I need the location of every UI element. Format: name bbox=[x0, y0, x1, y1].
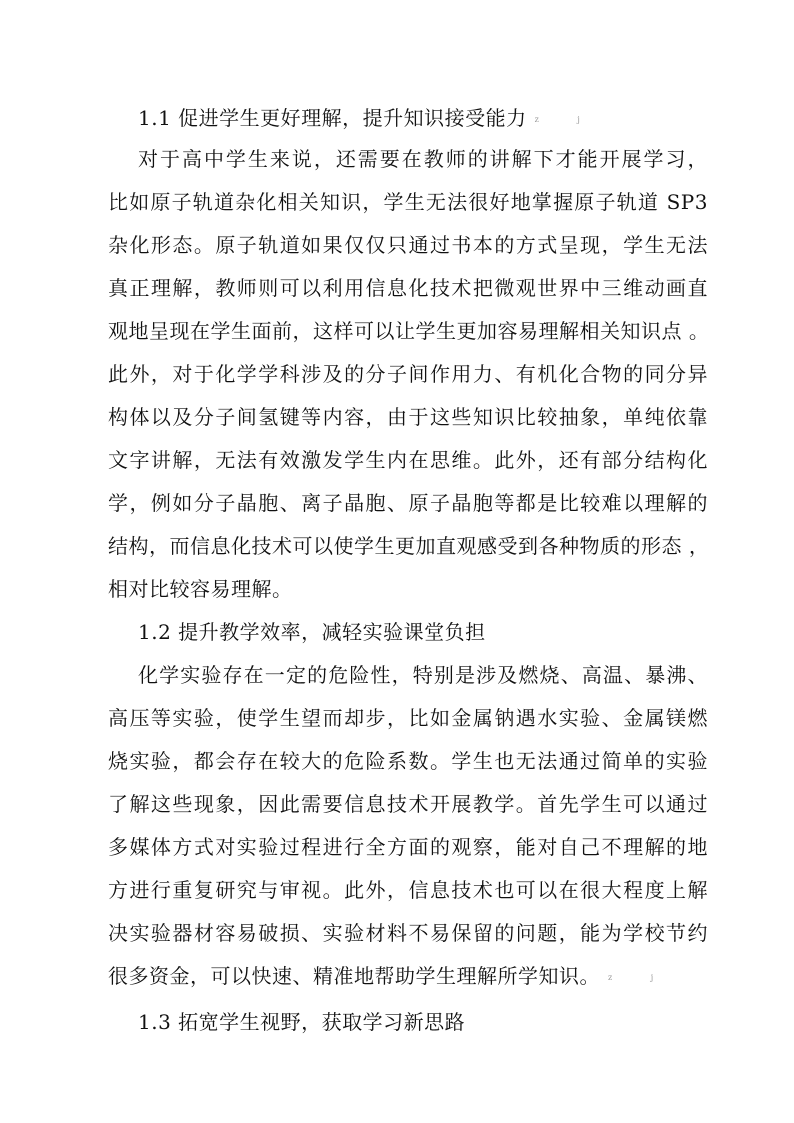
paragraph-line: 文字讲解，无法有效激发学生内在思维。此外，还有部分结构化 bbox=[108, 448, 708, 472]
paragraph-line: 相对比较容易理解。 bbox=[108, 577, 293, 601]
paragraph-line: 了解这些现象，因此需要信息技术开展教学。首先学生可以通过 bbox=[108, 792, 708, 816]
paragraph-line: 方进行重复研究与审视。此外，信息技术也可以在很大程度上解 bbox=[108, 878, 708, 902]
paragraph-line: 高压等实验，使学生望而却步，比如金属钠遇水实验、金属镁燃 bbox=[108, 706, 708, 730]
section-heading-text: 1.2 提升教学效率，减轻实验课堂负担 bbox=[138, 620, 486, 644]
section-heading-1-1 bbox=[138, 98, 598, 138]
paragraph-line: 对于高中学生来说，还需要在教师的讲解下才能开展学习， bbox=[138, 147, 708, 171]
paragraph-line: 学，例如分子晶胞、离子晶胞、原子晶胞等都是比较难以理解的 bbox=[108, 491, 708, 515]
section-heading-text: 1.1 促进学生更好理解，提升知识接受能力 bbox=[138, 106, 527, 130]
paragraph-line: 多媒体方式对实验过程进行全方面的观察，能对自己不理解的地 bbox=[108, 835, 708, 859]
section-heading-1-2 bbox=[138, 612, 486, 652]
section-heading-1-3 bbox=[138, 1002, 465, 1042]
paragraph-line: 比如原子轨道杂化相关知识，学生无法很好地掌握原子轨道 SP3 bbox=[108, 190, 708, 214]
heading-marks: z j bbox=[534, 114, 598, 124]
paragraph-line: 此外，对于化学学科涉及的分子间作用力、有机化合物的同分异 bbox=[108, 362, 708, 386]
paragraph-line: 杂化形态。原子轨道如果仅仅只通过书本的方式呈现，学生无法 bbox=[108, 233, 708, 257]
paragraph-line: 结构，而信息化技术可以使学生更加直观感受到各种物质的形态 ， bbox=[108, 534, 710, 558]
paragraph-line: 烧实验，都会存在较大的危险系数。学生也无法通过简单的实验 bbox=[108, 749, 708, 773]
paragraph-line-text: 很多资金，可以快速、精准地帮助学生理解所学知识。 bbox=[108, 964, 600, 988]
paragraph-end-marks: z j bbox=[608, 972, 672, 982]
paragraph-line: 构体以及分子间氢键等内容，由于这些知识比较抽象，单纯依靠 bbox=[108, 405, 708, 429]
paragraph-line: 化学实验存在一定的危险性，特别是涉及燃烧、高温、暴沸、 bbox=[138, 663, 708, 687]
section-heading-text: 1.3 拓宽学生视野，获取学习新思路 bbox=[138, 1010, 466, 1034]
paragraph-line: 真正理解，教师则可以利用信息化技术把微观世界中三维动画直 bbox=[108, 276, 708, 300]
paragraph-line-last bbox=[108, 956, 671, 996]
paragraph-line: 观地呈现在学生面前，这样可以让学生更加容易理解相关知识点 。 bbox=[108, 319, 710, 343]
paragraph-line: 决实验器材容易破损、实验材料不易保留的问题，能为学校节约 bbox=[108, 921, 708, 945]
